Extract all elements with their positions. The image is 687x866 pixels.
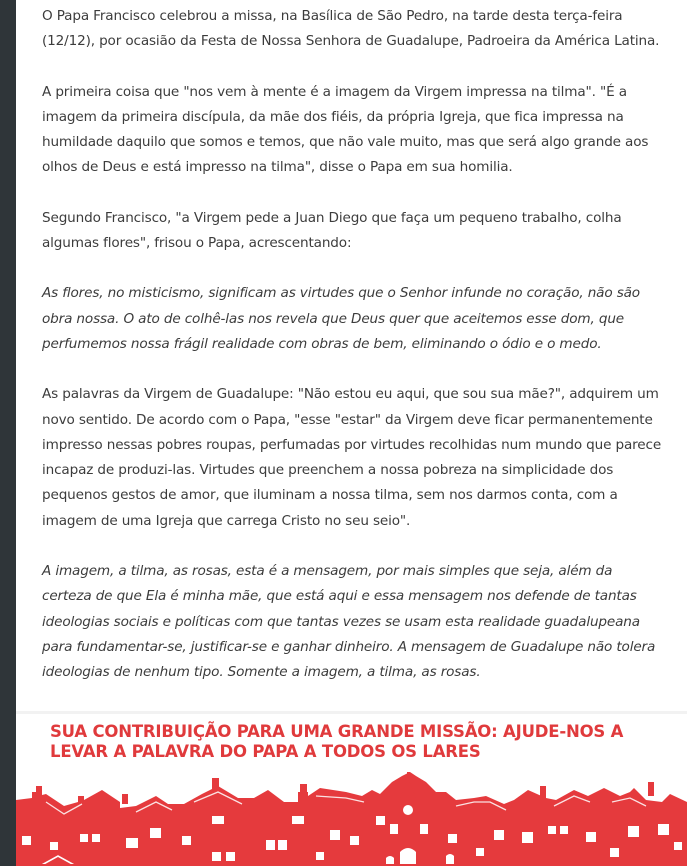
left-sidebar-rail	[0, 0, 16, 866]
donation-banner-title[interactable]: SUA CONTRIBUIÇÃO PARA UMA GRANDE MISSÃO: AJUDE-NOS A LEVAR A PALAVRA DO PAPA A TODOS OS LARES	[50, 722, 624, 761]
article-body	[42, 4, 664, 711]
article-paragraph-1: O Papa Francisco celebrou a missa, na Basílica de São Pedro, na tarde desta terça-feira (12/12), por ocasião da Festa de Nossa Senhora de Guadalupe, Padroeira da América Latina.	[42, 8, 660, 50]
article-paragraph-5: As palavras da Virgem de Guadalupe: "Não estou eu aqui, que sou sua mãe?", adquirem um novo sentido. De acordo com o Papa, "esse "estar" da Virgem deve ficar permanentemente impresso nessas pobres roupas, perfumadas por virtudes recolhidas num mundo que parece incapaz de produzi-las. Virtudes que preenchem a nossa pobreza na simplicidade dos pequenos gestos de amor, que iluminam a nossa tilma, sem nos darmos conta, com a imagem de uma Igreja que carrega Cristo no seu seio".	[42, 386, 662, 529]
donation-banner[interactable]	[16, 714, 687, 866]
article-paragraph-3: Segundo Francisco, "a Virgem pede a Juan Diego que faça um pequeno trabalho, colha algumas flores", frisou o Papa, acrescentando:	[42, 209, 622, 252]
article-quote-1: As flores, no misticismo, significam as virtudes que o Senhor infunde no coração, não são obra nossa. O ato de colhê-las nos revela que Deus quer que aceitemos esse dom, que perfumemos nossa frágil realidade com obras de bem, eliminando o ódio e o medo.	[42, 285, 640, 352]
article-quote-2: A imagem, a tilma, as rosas, esta é a mensagem, por mais simples que seja, além da certeza de que Ela é minha mãe, que está aqui e essa mensagem nos defende de tantas ideologias sociais e políticas com que tantas vezes se usam esta realidade guadalupeana para fundamentar-se, justificar-se e ganhar dinheiro. A mensagem de Guadalupe não tolera ideologias de nenhum tipo. Somente a imagem, a tilma, as rosas.	[42, 563, 656, 681]
article-paragraph-2: A primeira coisa que "nos vem à mente é a imagem da Virgem impressa na tilma". "É a imagem da primeira discípula, da mãe dos fiéis, da própria Igreja, que fica impressa na humildade daquilo que somos e temos, que não vale muito, mas que será algo grande aos olhos de Deus e está impresso na tilma", disse o Papa em sua homilia.	[42, 83, 649, 176]
red-city-houses-church-illustration	[16, 772, 687, 866]
